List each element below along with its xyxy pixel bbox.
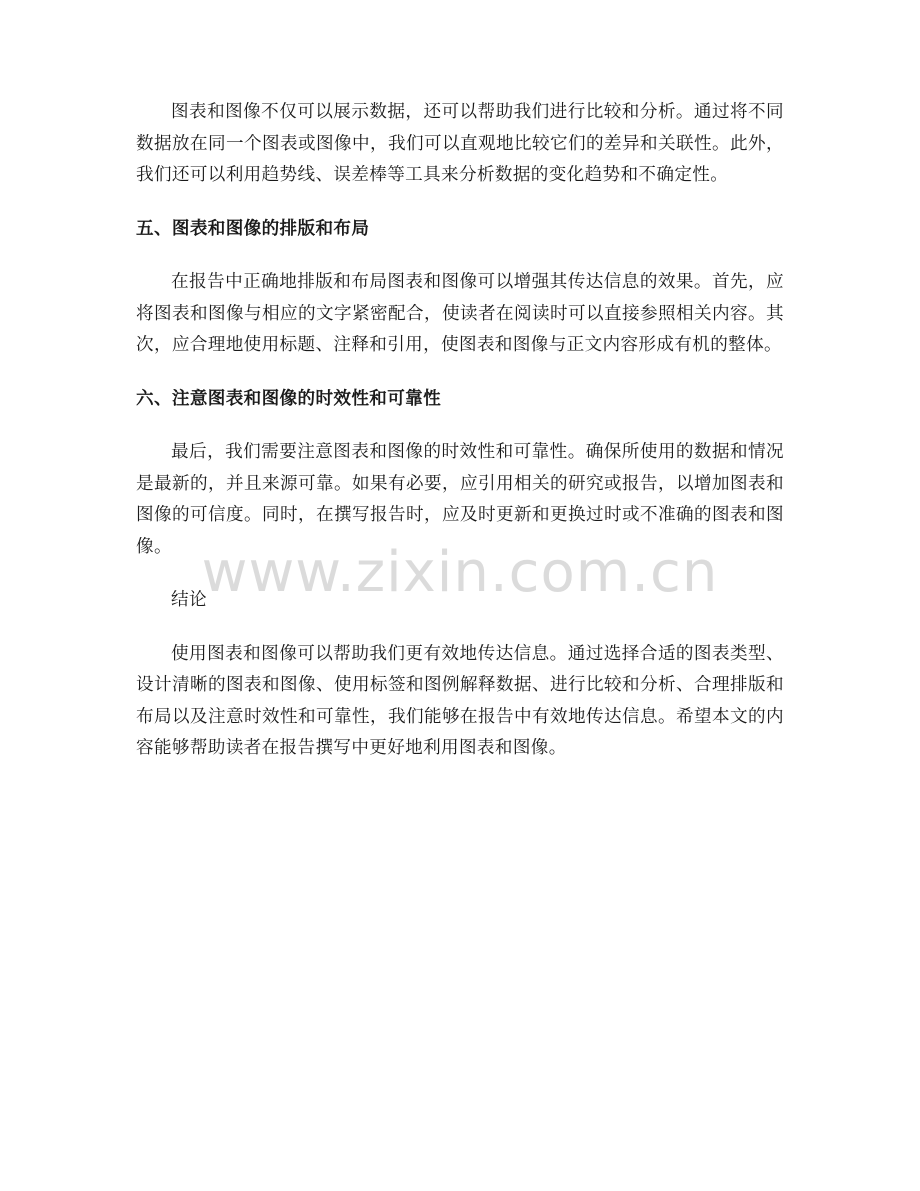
- section-heading-layout: 五、图表和图像的排版和布局: [136, 218, 370, 239]
- watermark-text: www.zixin.com.cn: [201, 540, 719, 605]
- paragraph-conclusion: 使用图表和图像可以帮助我们更有效地传达信息。通过选择合适的图表类型、设计清晰的图表和图像、使用标签和图例解释数据、进行比较和分析、合理排版和布局以及注意时效性和可靠性，我们能够在报告中有效地传达信息。希望本文的内容能够帮助读者在报告撰写中更好地利用图表和图像。: [136, 643, 784, 758]
- paragraph-timeliness: 最后，我们需要注意图表和图像的时效性和可靠性。确保所使用的数据和情况是最新的，并且来源可靠。如果有必要，应引用相关的研究或报告，以增加图表和图像的可信度。同时，在撰写报告时，应及时更新和更换过时或不准确的图表和图像。: [136, 442, 784, 557]
- document-body: [136, 97, 784, 765]
- section-heading-timeliness: 六、注意图表和图像的时效性和可靠性: [136, 388, 442, 409]
- paragraph-comparison-analysis: 图表和图像不仅可以展示数据，还可以帮助我们进行比较和分析。通过将不同数据放在同一个图表或图像中，我们可以直观地比较它们的差异和关联性。此外，我们还可以利用趋势线、误差棒等工具来分析数据的变化趋势和不确定性。: [136, 102, 784, 185]
- conclusion-label: 结论: [171, 590, 207, 610]
- paragraph-layout: 在报告中正确地排版和布局图表和图像可以增强其传达信息的效果。首先，应将图表和图像与相应的文字紧密配合，使读者在阅读时可以直接参照相关内容。其次，应合理地使用标题、注释和引用，使图表和图像与正文内容形成有机的整体。: [136, 272, 784, 355]
